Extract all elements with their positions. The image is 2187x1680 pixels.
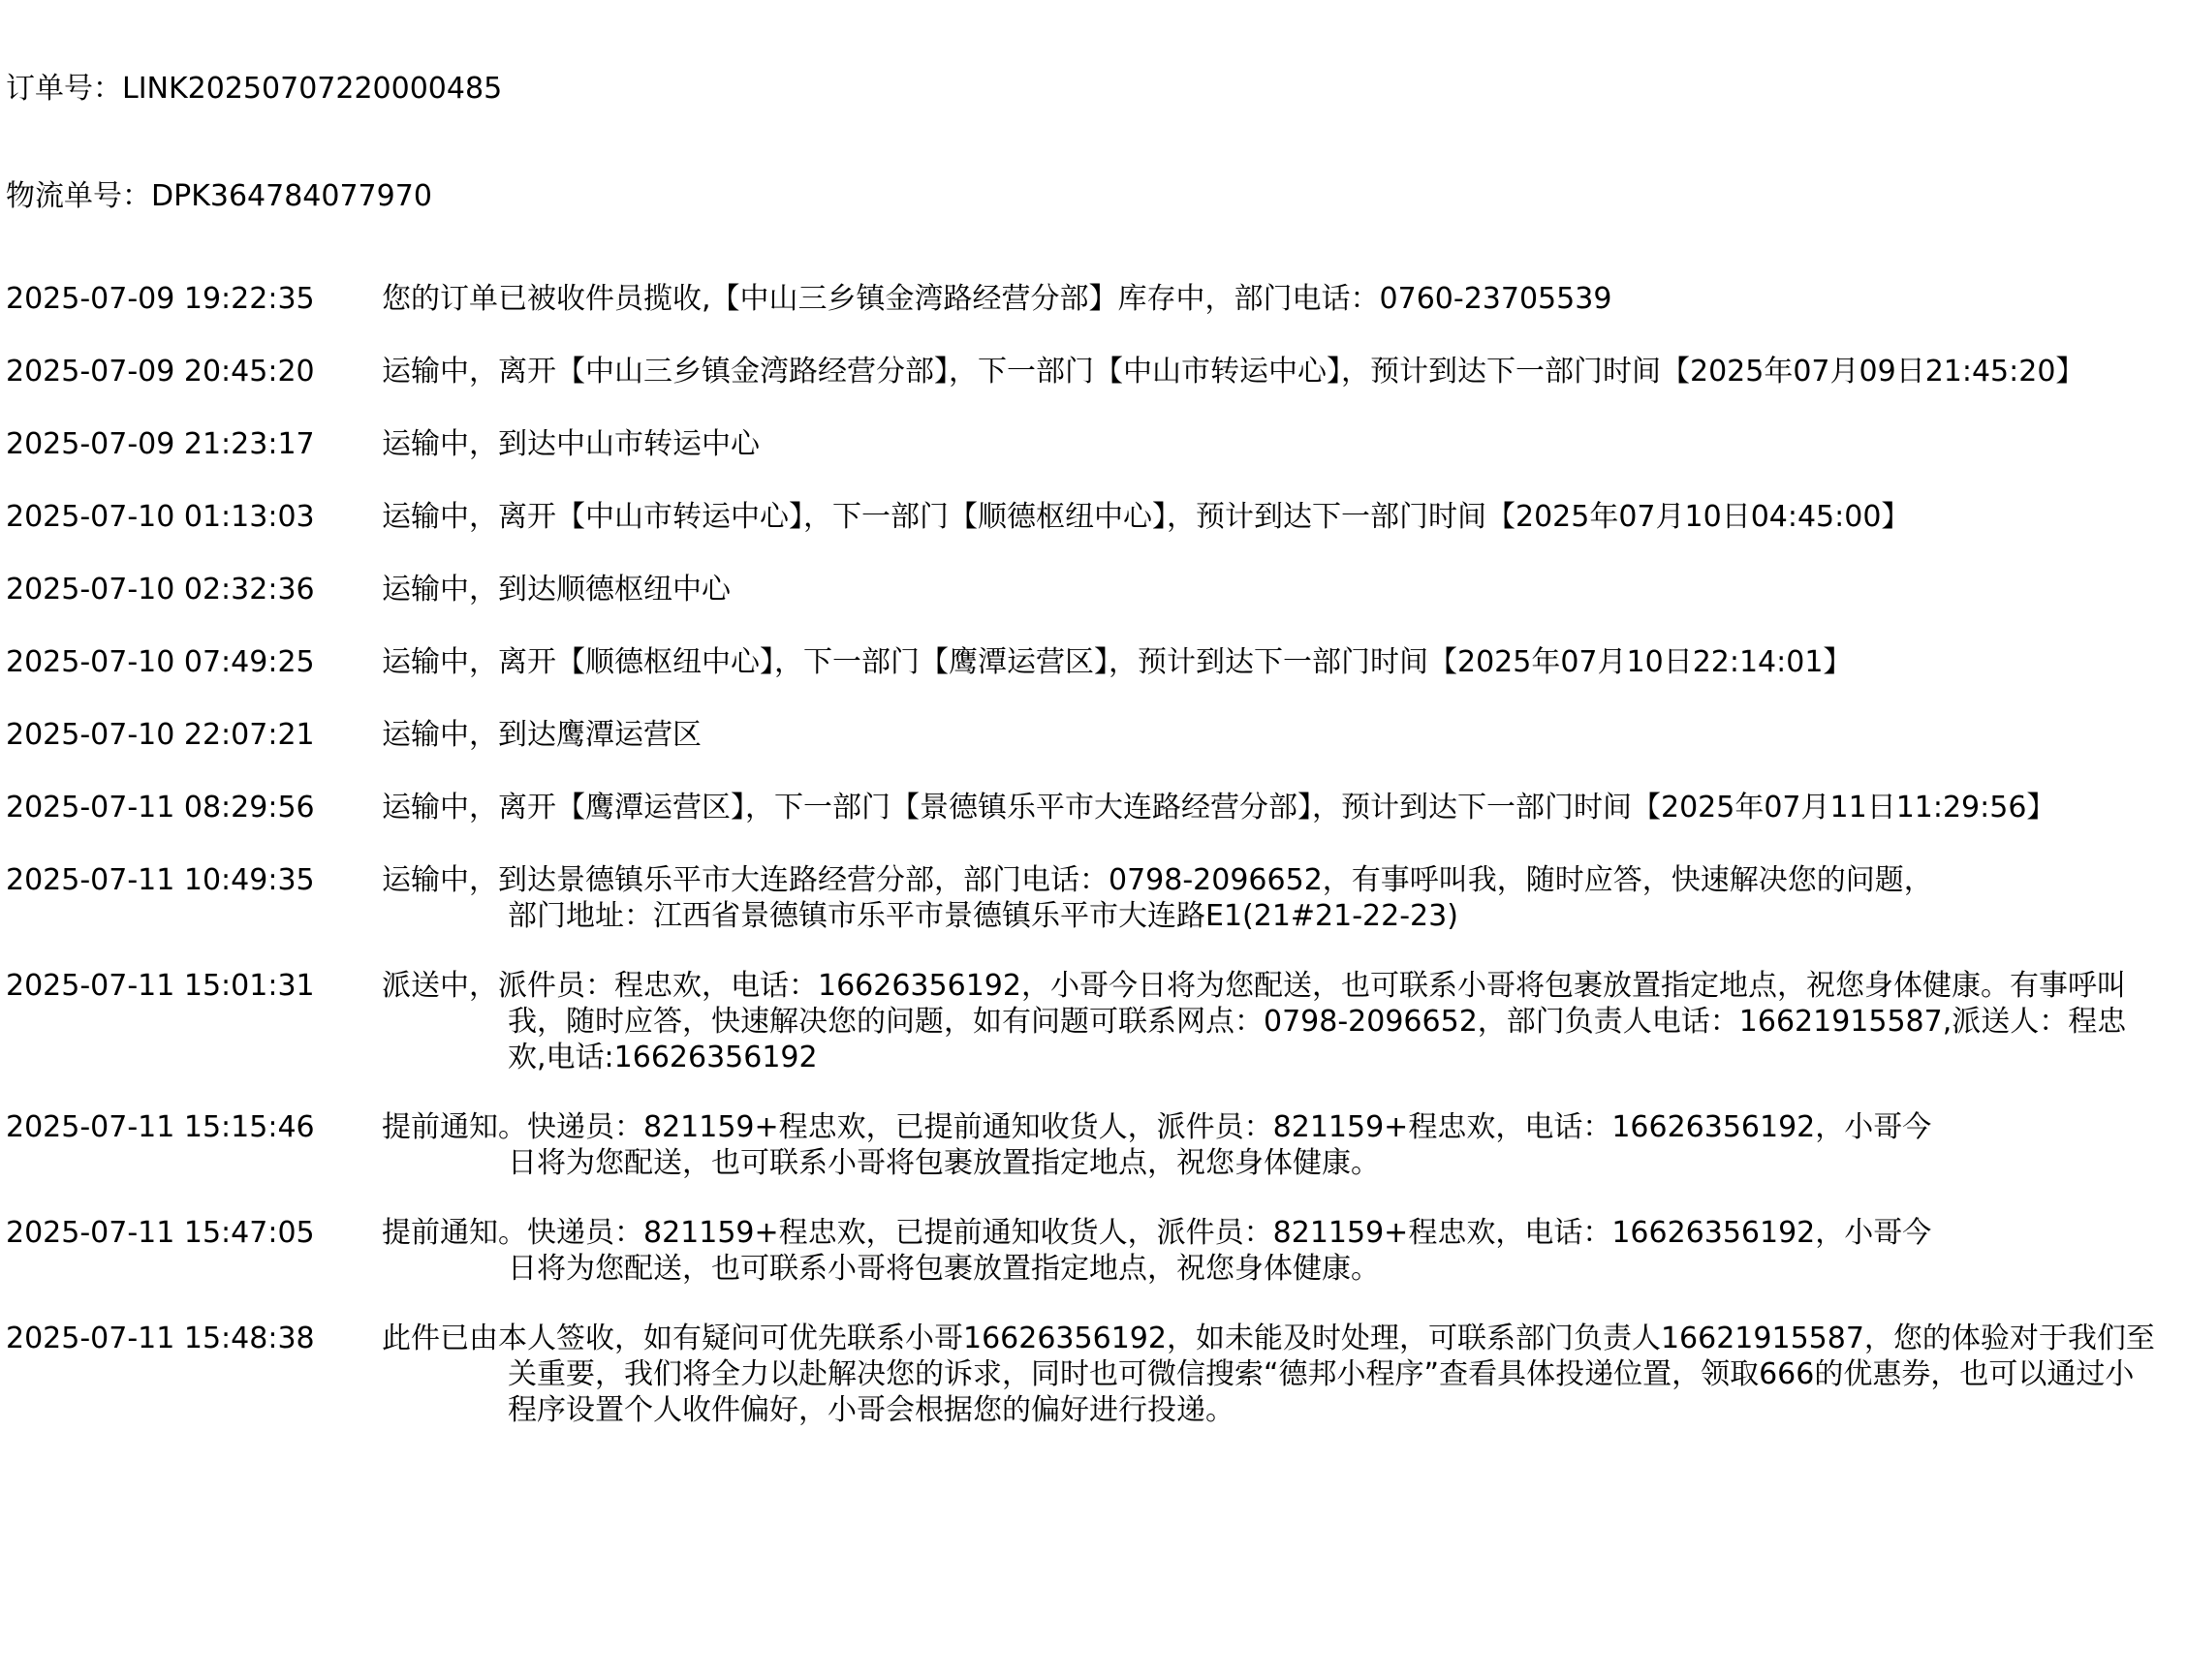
- event-time: 2025-07-10 02:32:36: [6, 573, 315, 607]
- tracking-event: [6, 968, 2176, 1075]
- event-time: 2025-07-09 21:23:17: [6, 427, 315, 461]
- event-description: 运输中，离开【中山市转运中心】，下一部门【顺德枢纽中心】，预计到达下一部门时间【2025年07月10日04:45:00】: [382, 500, 1911, 534]
- event-time: 2025-07-11 15:47:05: [6, 1216, 315, 1250]
- event-description: 运输中，到达鹰潭运营区: [382, 718, 702, 752]
- event-time: 2025-07-09 19:22:35: [6, 282, 315, 316]
- event-description: 运输中，到达景德镇乐平市大连路经营分部，部门电话：0798-2096652，有事呼叫我，随时应答，快速解决您的问题，部门地址：江西省景德镇市乐平市景德镇乐平市大连路E1(21#21-22-23): [382, 863, 1933, 933]
- event-time: 2025-07-10 01:13:03: [6, 500, 315, 534]
- event-description: 提前通知。快递员：821159+程忠欢，已提前通知收货人，派件员：821159+程忠欢，电话：16626356192，小哥今日将为您配送，也可联系小哥将包裹放置指定地点，祝您身体健康。: [382, 1110, 1932, 1180]
- order-number-label: 订单号：: [6, 72, 122, 106]
- event-description: 您的订单已被收件员揽收,【中山三乡镇金湾路经营分部】库存中，部门电话：0760-23705539: [382, 282, 1612, 316]
- tracking-event: [6, 426, 2176, 465]
- event-time: 2025-07-11 15:01:31: [6, 969, 315, 1003]
- tracking-number: [6, 177, 432, 216]
- order-number-value: LINK20250707220000485: [122, 72, 503, 106]
- tracking-event-list: [6, 281, 2176, 1462]
- tracking-event: [6, 1215, 2176, 1287]
- tracking-number-value: DPK364784077970: [151, 179, 432, 213]
- event-description: 运输中，离开【顺德枢纽中心】，下一部门【鹰潭运营区】，预计到达下一部门时间【2025年07月10日22:14:01】: [382, 645, 1853, 679]
- tracking-event: [6, 790, 2176, 828]
- event-time: 2025-07-11 08:29:56: [6, 791, 315, 824]
- event-description: 运输中，到达顺德枢纽中心: [382, 573, 731, 607]
- tracking-event: [6, 717, 2176, 756]
- event-description: 派送中，派件员：程忠欢，电话：16626356192，小哥今日将为您配送，也可联系小哥将包裹放置指定地点，祝您身体健康。有事呼叫我，随时应答，快速解决您的问题，如有问题可联系网点：0798-2096652，部门负责人电话：16621915587,派送人：程忠欢,电话:16626356192: [382, 969, 2127, 1074]
- event-time: 2025-07-10 07:49:25: [6, 645, 315, 679]
- event-time: 2025-07-10 22:07:21: [6, 718, 315, 752]
- event-description: 运输中，离开【鹰潭运营区】，下一部门【景德镇乐平市大连路经营分部】，预计到达下一部门时间【2025年07月11日11:29:56】: [382, 791, 2056, 824]
- tracking-event: [6, 1109, 2176, 1181]
- tracking-event: [6, 572, 2176, 610]
- event-description: 运输中，离开【中山三乡镇金湾路经营分部】，下一部门【中山市转运中心】，预计到达下一部门时间【2025年07月09日21:45:20】: [382, 355, 2085, 389]
- tracking-number-label: 物流单号：: [6, 179, 151, 213]
- event-description: 运输中，到达中山市转运中心: [382, 427, 760, 461]
- tracking-event: [6, 862, 2176, 934]
- event-description: 提前通知。快递员：821159+程忠欢，已提前通知收货人，派件员：821159+程忠欢，电话：16626356192，小哥今日将为您配送，也可联系小哥将包裹放置指定地点，祝您身体健康。: [382, 1216, 1932, 1286]
- tracking-event: [6, 1321, 2176, 1428]
- tracking-event: [6, 354, 2176, 392]
- event-time: 2025-07-09 20:45:20: [6, 355, 315, 389]
- tracking-event: [6, 281, 2176, 320]
- event-description: 此件已由本人签收，如有疑问可优先联系小哥16626356192，如未能及时处理，可联系部门负责人16621915587，您的体验对于我们至关重要，我们将全力以赴解决您的诉求，同时也可微信搜索“德邦小程序”查看具体投递位置，领取666的优惠券，也可以通过小程序设置个人收件偏好，小哥会根据您的偏好进行投递。: [382, 1322, 2155, 1427]
- event-time: 2025-07-11 15:15:46: [6, 1110, 315, 1144]
- tracking-event: [6, 644, 2176, 683]
- event-time: 2025-07-11 10:49:35: [6, 863, 315, 897]
- order-number: [6, 70, 502, 109]
- tracking-event: [6, 499, 2176, 538]
- event-time: 2025-07-11 15:48:38: [6, 1322, 315, 1355]
